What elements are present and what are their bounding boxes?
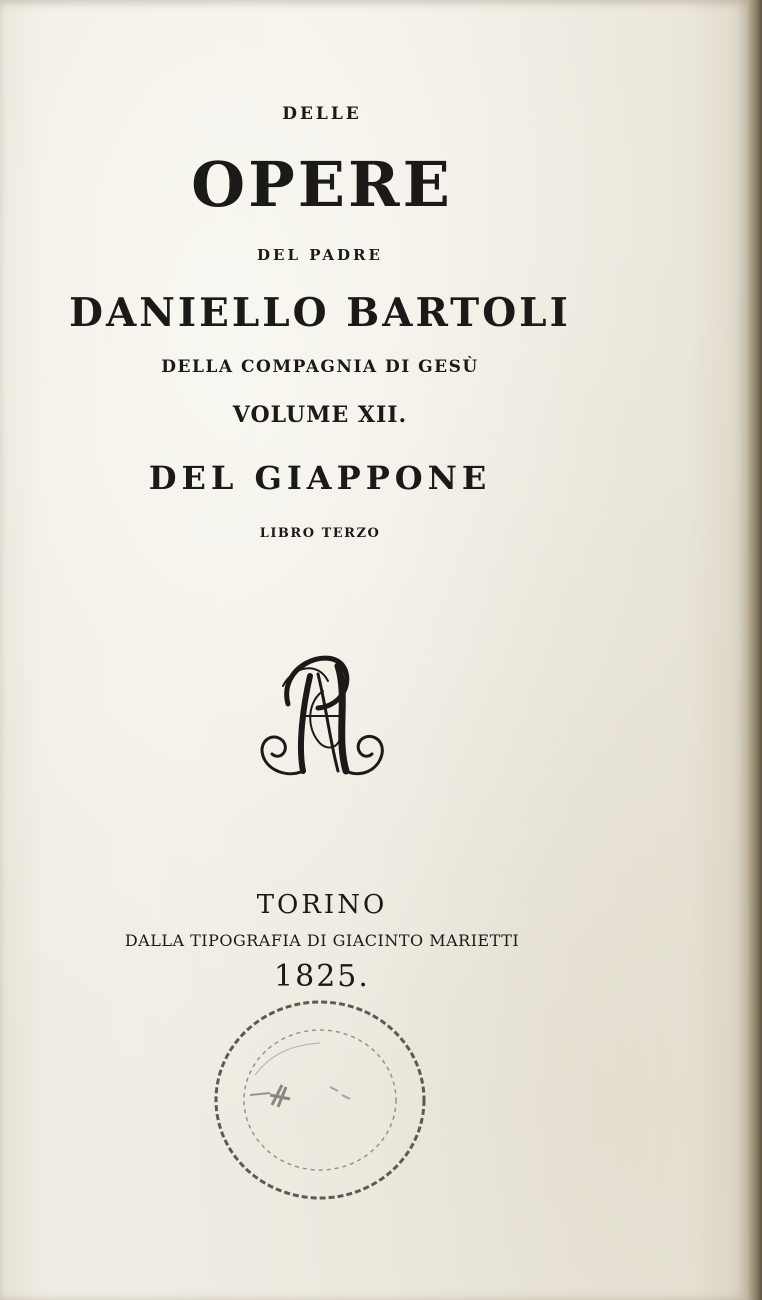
work-title: DEL GIAPPONE: [148, 459, 492, 497]
author-name: DANIELLO BARTOLI: [69, 290, 571, 336]
imprint-city: TORINO: [256, 890, 388, 920]
imprint-printer: DALLA TIPOGRAFIA DI GIACINTO MARIETTI: [124, 931, 520, 950]
imprint-year: 1825.: [274, 959, 370, 994]
author-affiliation: DELLA COMPAGNIA DI GESÙ: [161, 357, 479, 377]
library-stamp-icon: [210, 995, 430, 1205]
book-number: LIBRO TERZO: [259, 526, 381, 541]
title-line-del-padre: DEL PADRE: [257, 246, 383, 264]
title-line-delle: DELLE: [282, 104, 362, 124]
monogram-ornament-icon: [248, 646, 393, 786]
volume-number: VOLUME XII.: [232, 402, 408, 428]
book-edge: [748, 0, 762, 1300]
title-line-opere: OPERE: [191, 148, 453, 221]
